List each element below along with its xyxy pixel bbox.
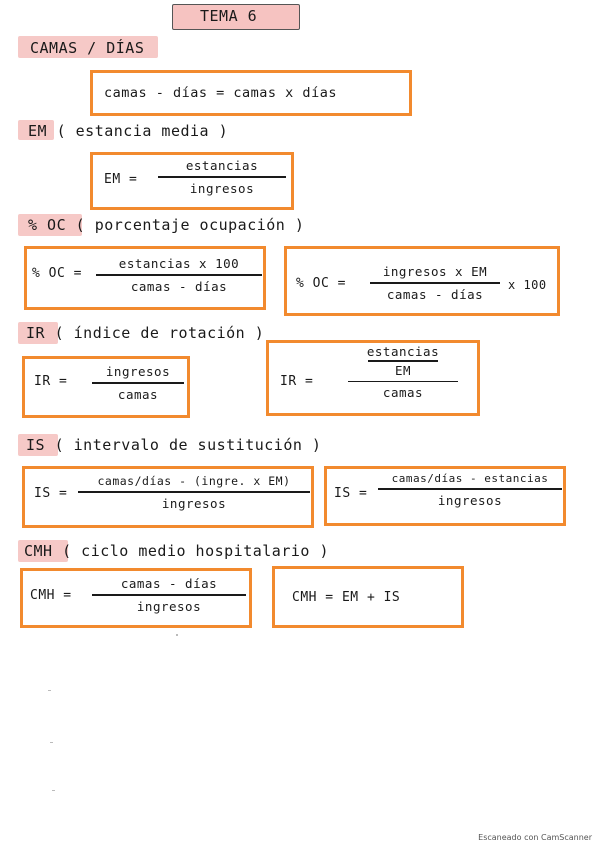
is-f1-numerator: camas/días - (ingre. x EM) [97, 474, 291, 488]
ir-f1-numerator: ingresos [105, 364, 171, 379]
fraction-bar [96, 274, 262, 276]
oc-heading: % OC ( porcentaje ocupación ) [28, 216, 305, 234]
is-f1-fraction [78, 474, 310, 511]
oc-f2-fraction [370, 264, 500, 302]
ir-f1-fraction [92, 364, 184, 402]
fraction-bar [370, 282, 500, 284]
ir-heading: IR ( índice de rotación ) [26, 324, 265, 342]
ir-f1-denominator: camas [117, 386, 159, 402]
oc-f1-fraction [96, 256, 262, 294]
is-f2-numerator: camas/días - estancias [391, 472, 549, 485]
page-title: TEMA 6 [200, 7, 258, 25]
fraction-bar [92, 382, 184, 384]
fraction-bar [92, 594, 246, 596]
em-denominator: ingresos [189, 180, 255, 196]
fraction-bar [378, 488, 562, 490]
is-f1-lhs: IS = [34, 486, 68, 501]
oc-f1-numerator: estancias x 100 [118, 256, 240, 271]
cmh-f1-numerator: camas - días [120, 576, 218, 591]
is-heading: IS ( intervalo de sustitución ) [26, 436, 322, 454]
camas-dias-formula: camas - días = camas x días [104, 85, 337, 101]
ir-f2-numerator-top: estancias [366, 344, 440, 359]
ir-f2-numerator-bottom: EM [394, 362, 412, 378]
ir-f2-denominator: camas [382, 385, 424, 400]
ir-f2-fraction [348, 344, 458, 400]
oc-f1-denominator: camas - días [130, 278, 228, 294]
ir-f2-lhs: IR = [280, 374, 314, 389]
em-numerator: estancias [185, 158, 259, 173]
is-f1-denominator: ingresos [161, 495, 227, 511]
scan-speck [48, 690, 51, 691]
oc-f1-lhs: % OC = [32, 266, 82, 281]
fraction-bar [348, 381, 458, 383]
cmh-f1-fraction [92, 576, 246, 614]
cmh-heading: CMH ( ciclo medio hospitalario ) [24, 542, 329, 560]
is-f2-lhs: IS = [334, 486, 368, 501]
em-heading: EM ( estancia media ) [28, 122, 229, 140]
scan-speck [50, 742, 53, 743]
camas-dias-heading: CAMAS / DÍAS [30, 39, 145, 57]
fraction-bar [368, 360, 438, 362]
oc-f2-lhs: % OC = [296, 276, 346, 291]
em-fraction [158, 158, 286, 196]
cmh-f1-lhs: CMH = [30, 588, 72, 603]
oc-f2-multiplier: x 100 [508, 278, 547, 292]
scanner-watermark: Escaneado con CamScanner [478, 833, 592, 842]
scan-speck [52, 790, 55, 791]
oc-f2-numerator: ingresos x EM [382, 264, 488, 279]
scan-speck [176, 634, 178, 636]
em-lhs: EM = [104, 172, 138, 187]
fraction-bar [78, 491, 310, 493]
fraction-bar [158, 176, 286, 178]
oc-f2-denominator: camas - días [386, 286, 484, 302]
cmh-f2-formula: CMH = EM + IS [292, 590, 401, 605]
cmh-f1-denominator: ingresos [136, 598, 202, 614]
is-f2-denominator: ingresos [437, 492, 503, 508]
ir-f1-lhs: IR = [34, 374, 68, 389]
is-f2-fraction [378, 472, 562, 508]
